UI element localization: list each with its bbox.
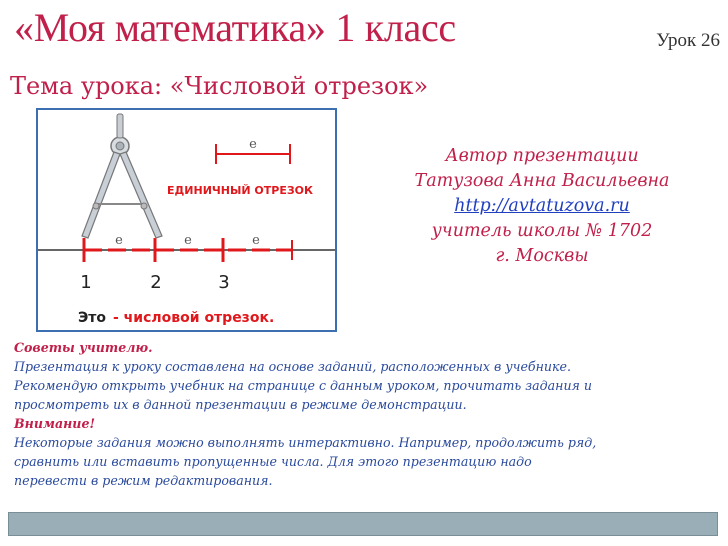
author-name: Татузова Анна Васильевна: [414, 171, 670, 191]
unit-segment-label: ЕДИНИЧНЫЙ ОТРЕЗОК: [166, 184, 314, 197]
segment-letter-3: e: [252, 233, 260, 248]
tips-line-2: Рекомендую открыть учебник на странице с данным уроком, прочитать задания и: [14, 378, 593, 393]
attention-line-2: сравнить или вставить пропущенные числа. Для этого презентацию надо: [14, 454, 532, 469]
author-school: учитель школы № 1702: [431, 221, 653, 241]
author-line-1: Автор презентации: [445, 146, 639, 166]
attention-heading: Внимание!: [14, 416, 95, 431]
number-3: 3: [218, 272, 230, 293]
attention-line-1: Некоторые задания можно выполнять интерактивно. Например, продолжить ряд,: [14, 435, 597, 450]
caption-prefix: Это: [78, 310, 107, 326]
tips-line-3: просмотреть их в данной презентации в режиме демонстрации.: [14, 397, 467, 412]
number-2: 2: [150, 272, 162, 293]
footer-bar: [8, 512, 718, 536]
author-website-link[interactable]: http://avtatuzova.ru: [454, 196, 630, 216]
caption-rest: - числовой отрезок.: [113, 310, 275, 326]
presentation-title: «Моя математика» 1 класс: [14, 5, 456, 50]
author-block: [392, 144, 692, 269]
lesson-topic: Тема урока: «Числовой отрезок»: [10, 72, 429, 100]
compass-icon: [82, 114, 162, 238]
figure-drawing: [38, 110, 335, 330]
author-city: г. Москвы: [495, 246, 589, 266]
attention-line-3: перевести в режим редактирования.: [14, 473, 273, 488]
tips-line-1: Презентация к уроку составлена на основе заданий, расположенных в учебнике.: [14, 359, 571, 374]
lesson-number: Урок 26: [656, 30, 720, 51]
teacher-notes: [14, 338, 714, 490]
number-1: 1: [80, 272, 92, 293]
unit-segment-letter: e: [249, 137, 257, 152]
number-segment-figure: [36, 108, 337, 332]
segment-letter-1: e: [115, 233, 123, 248]
segment-letter-2: e: [184, 233, 192, 248]
tips-heading: Советы учителю.: [14, 340, 153, 355]
